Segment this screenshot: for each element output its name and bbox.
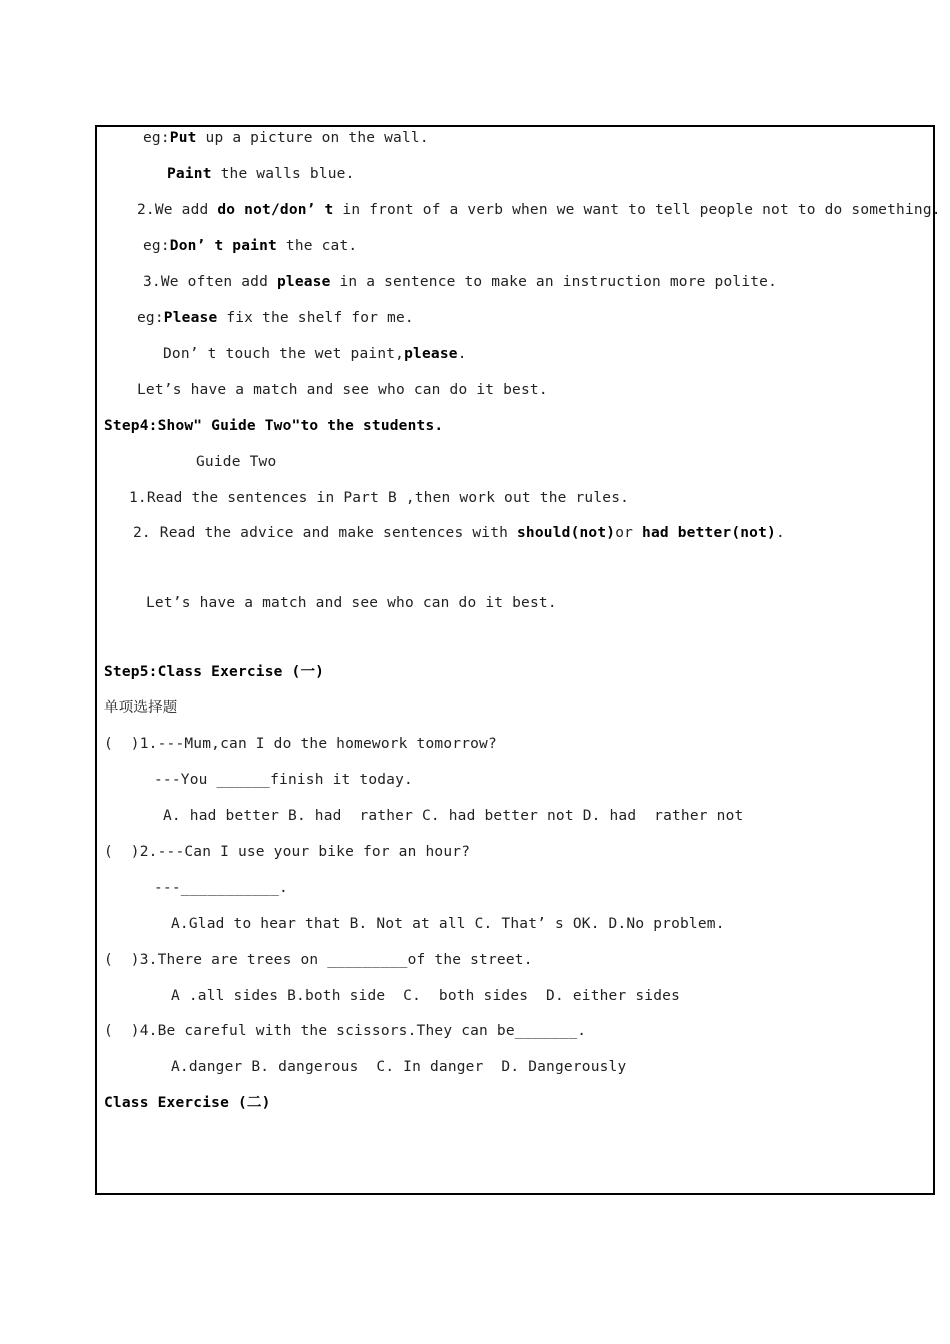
example-line: Don’ t touch the wet paint,please. xyxy=(163,346,467,362)
question-line: ---You ______finish it today. xyxy=(154,772,413,788)
example-line: Paint the walls blue. xyxy=(167,166,355,182)
guide-item: 1.Read the sentences in Part B ,then work out the rules. xyxy=(129,490,630,506)
question: ( )1.---Mum,can I do the homework tomorrow? xyxy=(104,736,497,752)
rule-line: 3.We often add please in a sentence to make an instruction more polite. xyxy=(143,274,778,290)
answer-options: A.danger B. dangerous C. In danger D. Dangerously xyxy=(171,1059,627,1075)
example-line: eg:Please fix the shelf for me. xyxy=(137,310,414,326)
answer-options: A .all sides B.both side C. both sides D. either sides xyxy=(171,988,680,1004)
instruction-line: Let’s have a match and see who can do it best. xyxy=(146,595,557,611)
answer-options: A. had better B. had rather C. had better not D. had rather not xyxy=(163,808,744,824)
guide-title: Guide Two xyxy=(196,454,277,470)
section-title: 单项选择题 xyxy=(104,700,178,716)
step-heading: Step4:Show" Guide Two"to the students. xyxy=(104,418,444,434)
instruction-line: Let’s have a match and see who can do it best. xyxy=(137,382,548,398)
question-line: ---___________. xyxy=(154,880,288,896)
question: ( )4.Be careful with the scissors.They can be_______. xyxy=(104,1023,587,1039)
section-heading: Class Exercise (二) xyxy=(104,1095,271,1111)
answer-options: A.Glad to hear that B. Not at all C. That’ s OK. D.No problem. xyxy=(171,916,725,932)
guide-item: 2. Read the advice and make sentences with should(not)or had better(not). xyxy=(133,525,785,541)
step-heading: Step5:Class Exercise (一) xyxy=(104,664,325,680)
example-line: eg:Don’ t paint the cat. xyxy=(143,238,358,254)
question: ( )2.---Can I use your bike for an hour? xyxy=(104,844,471,860)
rule-line: 2.We add do not/don’ t in front of a verb when we want to tell people not to do something. xyxy=(137,202,941,218)
example-line: eg:Put up a picture on the wall. xyxy=(143,130,429,146)
question: ( )3.There are trees on _________of the street. xyxy=(104,952,533,968)
